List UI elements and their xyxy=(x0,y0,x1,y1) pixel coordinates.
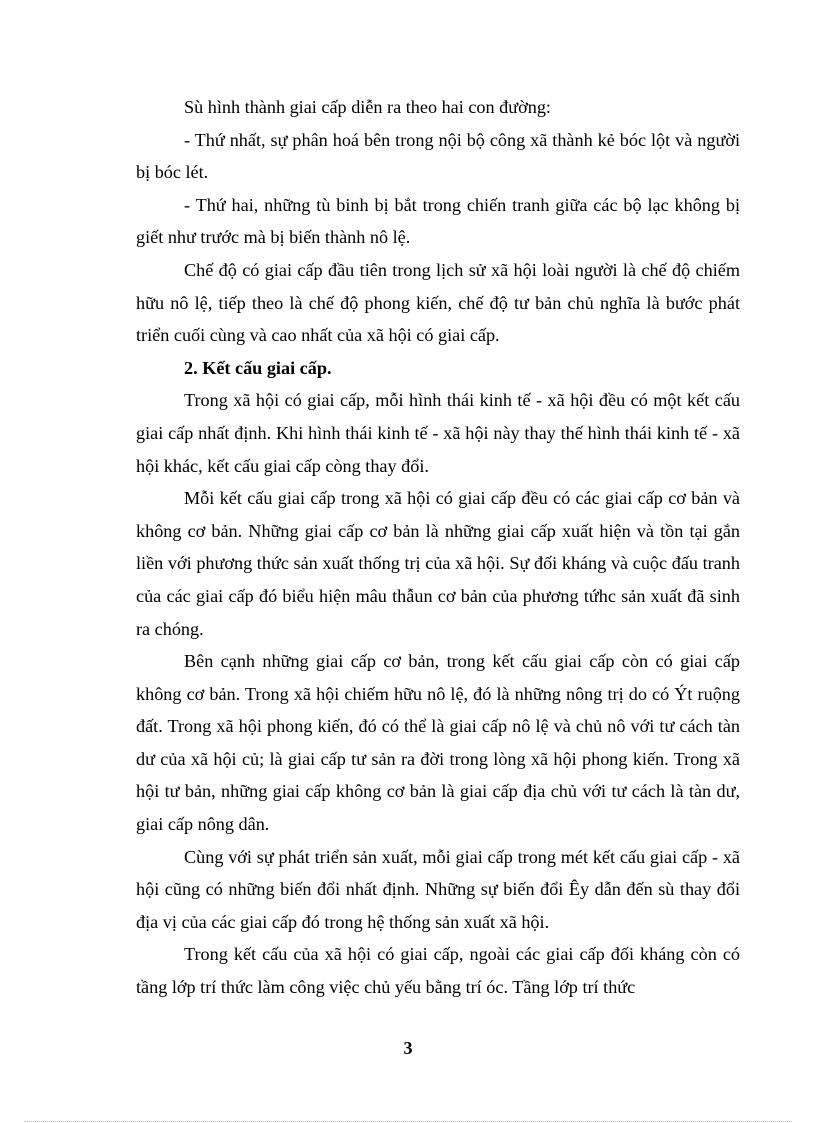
paragraph-3: - Thứ hai, những tù binh bị bắt trong chiến tranh giữa các bộ lạc không bị giết như trước mà bị biến thành nô lệ. xyxy=(136,194,740,248)
section-heading: 2. Kết cấu giai cấp. xyxy=(184,357,332,378)
document-body xyxy=(136,91,740,1004)
paragraph-9: Trong kết cấu của xã hội có giai cấp, ngoài các giai cấp đối kháng còn có tầng lớp trí thức làm công việc chủ yếu bằng trí óc. Tầng lớp trí thức xyxy=(136,944,740,998)
paragraph-1: Sù hình thành giai cấp diễn ra theo hai con đường: xyxy=(184,97,551,117)
paragraph-4: Chế độ có giai cấp đầu tiên trong lịch sử xã hội loài người là chế độ chiếm hữu nô lệ, tiếp theo là chế độ phong kiến, chế độ tư bản chủ nghĩa là bước phát triển cuối cùng và cao nhất của xã hội có giai cấp. xyxy=(136,259,740,346)
paragraph-6: Mỗi kết cấu giai cấp trong xã hội có giai cấp đều có các giai cấp cơ bản và không cơ bản. Những giai cấp cơ bản là những giai cấp xuất hiện và tồn tại gắn liền với phương thức sản xuất thống trị của xã hội. Sự đối kháng và cuộc đấu tranh của các giai cấp đó biểu hiện mâu thẫun cơ bản của phương tứhc sản xuất đã sinh ra chóng. xyxy=(136,488,740,639)
paragraph-7: Bên cạnh những giai cấp cơ bản, trong kết cấu giai cấp còn có giai cấp không cơ bản. Trong xã hội chiếm hữu nô lệ, đó là những nông trị do có Ýt ruộng đất. Trong xã hội phong kiến, đó có thể là giai cấp nô lệ và chủ nô với tư cách tàn dư của xã hội củ; là giai cấp tư sản ra đời trong lòng xã hội phong kiến. Trong xã hội tư bản, những giai cấp không cơ bản là giai cấp địa chủ với tư cách là tàn dư, giai cấp nông dân. xyxy=(136,651,740,835)
page-bottom-divider xyxy=(24,1121,792,1122)
paragraph-2: - Thứ nhất, sự phân hoá bên trong nội bộ công xã thành kẻ bóc lột và người bị bóc lét. xyxy=(136,129,740,183)
paragraph-8: Cùng với sự phát triển sản xuất, mỗi giai cấp trong mét kết cấu giai cấp - xã hội cũng có những biến đổi nhất định. Những sự biến đổi Êy dẫn đến sù thay đổi địa vị của các giai cấp đó trong hệ thống sản xuất xã hội. xyxy=(136,846,740,932)
page-number: 3 xyxy=(403,1038,413,1058)
paragraph-5: Trong xã hội có giai cấp, mỗi hình thái kinh tế - xã hội đều có một kết cấu giai cấp nhất định. Khi hình thái kinh tế - xã hội này thay thế hình thái kinh tế - xã hội khác, kết cấu giai cấp còng thay đổi. xyxy=(136,390,740,476)
